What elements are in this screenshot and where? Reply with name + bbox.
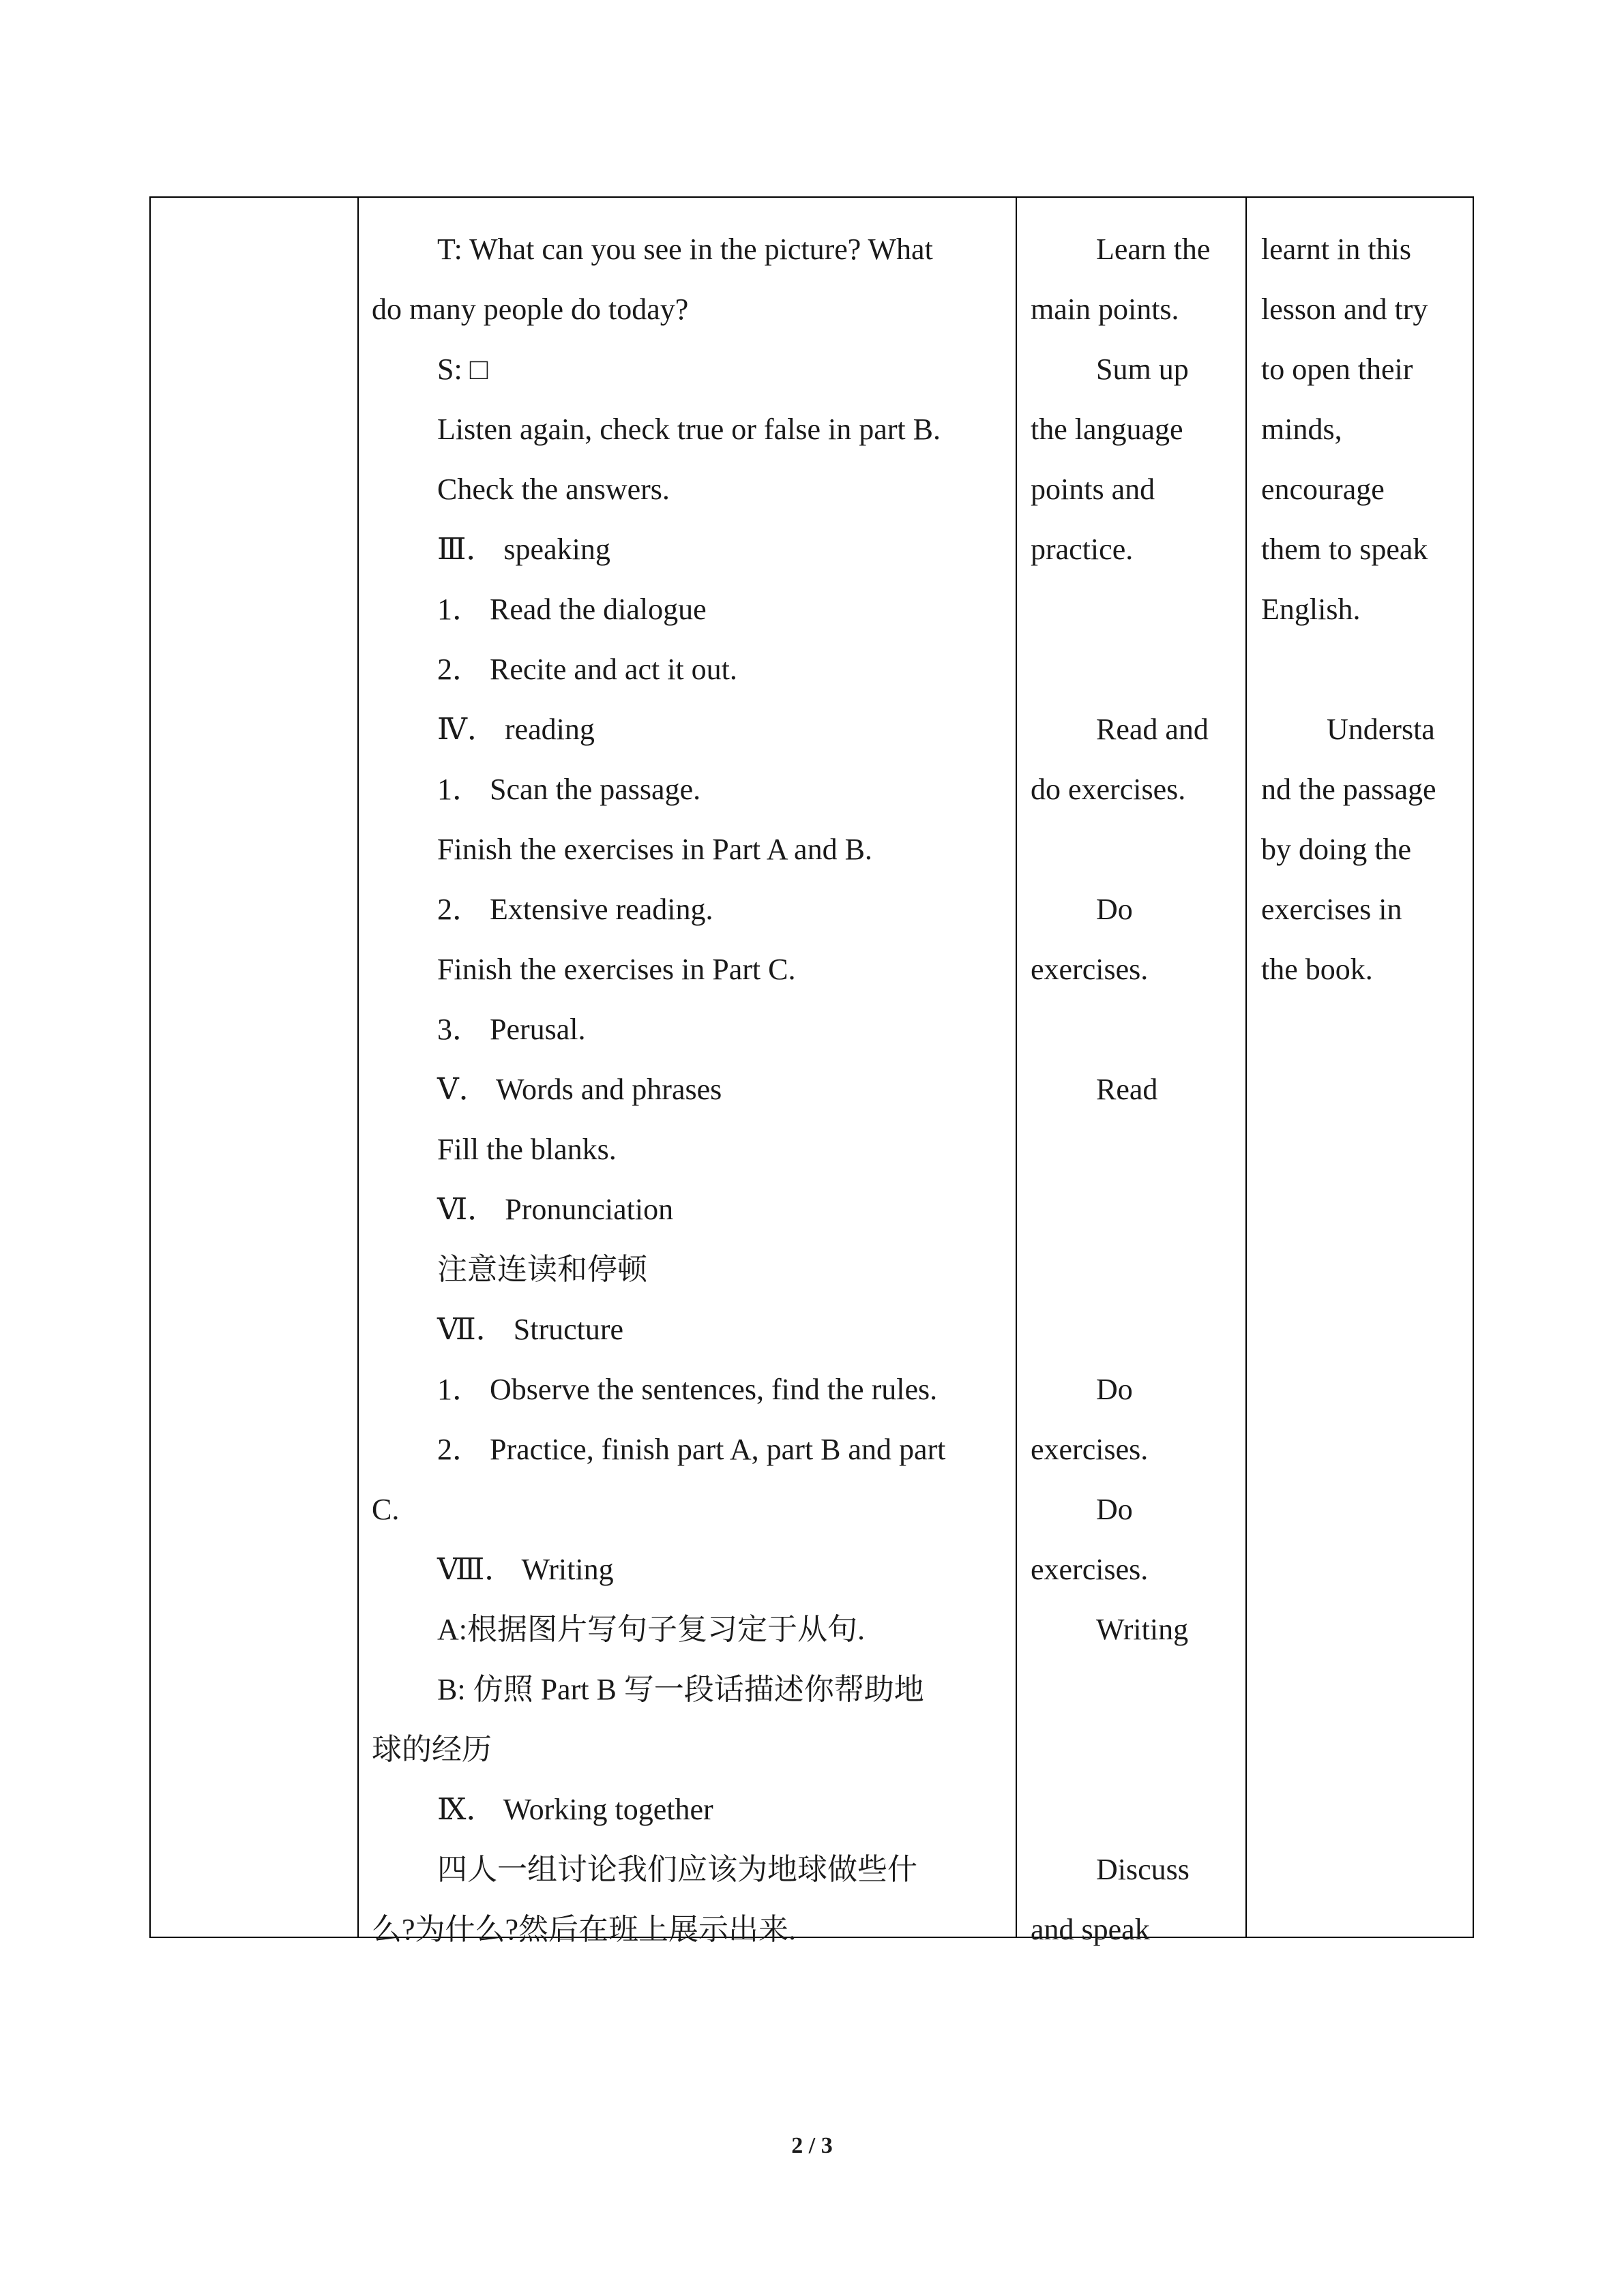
student-line: Writing [1096, 1613, 1189, 1646]
column-divider [1245, 198, 1247, 1937]
student-line: Do [1096, 1373, 1133, 1406]
activity-line: 2． Recite and act it out. [437, 653, 737, 686]
activity-line: 1． Observe the sentences, find the rules. [437, 1373, 938, 1406]
student-line: Read [1096, 1073, 1158, 1106]
activity-line: Check the answers. [437, 473, 670, 506]
purpose-line: nd the passage [1261, 773, 1436, 806]
page-number: 2 / 3 [791, 2133, 833, 2158]
activity-line: T: What can you see in the picture? What [437, 233, 933, 266]
purpose-line: them to speak [1261, 533, 1428, 566]
purpose-line: by doing the [1261, 833, 1411, 866]
student-activities-cell [1031, 220, 1232, 1960]
design-purpose-cell [1261, 220, 1460, 1000]
activity-line: A:根据图片写句子复习定于从句. [437, 1613, 865, 1646]
activity-line: 1． Read the dialogue [437, 593, 707, 626]
student-line: Discuss [1096, 1853, 1190, 1886]
student-line: Do [1096, 893, 1133, 926]
section-heading: Ⅴ． Words and phrases [437, 1073, 722, 1106]
activity-line: 2． Extensive reading. [437, 893, 713, 926]
student-line: Learn the [1096, 233, 1211, 266]
activity-line: Fill the blanks. [437, 1133, 617, 1166]
section-heading: Ⅶ． Structure [437, 1313, 624, 1346]
section-heading: Ⅳ． reading [437, 713, 595, 746]
purpose-line: exercises in [1261, 893, 1402, 926]
lesson-plan-table [149, 196, 1474, 1946]
purpose-line: encourage [1261, 473, 1385, 506]
activity-line: 球的经历 [372, 1733, 492, 1766]
purpose-line: learnt in this [1261, 233, 1411, 266]
section-heading: Ⅵ． Pronunciation [437, 1193, 674, 1226]
student-line: main points. [1031, 293, 1179, 326]
teacher-activities-cell [372, 220, 1002, 1960]
activity-line: 2． Practice, finish part A, part B and part [437, 1433, 946, 1466]
activity-line: Listen again, check true or false in part B. [437, 413, 941, 446]
student-line: Sum up [1096, 353, 1189, 386]
purpose-line: minds, [1261, 413, 1342, 446]
activity-line: 四人一组讨论我们应该为地球做些什 [437, 1853, 917, 1886]
purpose-line: Understa [1327, 713, 1435, 746]
activity-line: C. [372, 1493, 400, 1526]
student-line: exercises. [1031, 1553, 1149, 1586]
section-heading: Ⅷ． Writing [437, 1553, 614, 1586]
student-line: the language [1031, 413, 1183, 446]
student-line: and speak [1031, 1913, 1150, 1946]
purpose-line: the book. [1261, 953, 1373, 986]
activity-line: 3． Perusal. [437, 1013, 586, 1046]
student-line: practice. [1031, 533, 1134, 566]
activity-line: Finish the exercises in Part A and B. [437, 833, 872, 866]
student-line: points and [1031, 473, 1155, 506]
purpose-line: English. [1261, 593, 1361, 626]
activity-line: 么?为什么?然后在班上展示出来. [372, 1913, 797, 1946]
student-line: do exercises. [1031, 773, 1186, 806]
activity-line: 1． Scan the passage. [437, 773, 701, 806]
activity-line: do many people do today? [372, 293, 689, 326]
column-divider [357, 198, 359, 1937]
activity-line: B: 仿照 Part B 写一段话描述你帮助地 [437, 1673, 924, 1706]
column-divider [1016, 198, 1017, 1937]
student-line: Read and [1096, 713, 1209, 746]
student-line: exercises. [1031, 1433, 1149, 1466]
purpose-line: lesson and try [1261, 293, 1428, 326]
activity-line: 注意连读和停顿 [437, 1253, 647, 1286]
student-line: exercises. [1031, 953, 1149, 986]
student-line: Do [1096, 1493, 1133, 1526]
activity-line: S: □ [437, 353, 488, 386]
activity-line: Finish the exercises in Part C. [437, 953, 796, 986]
purpose-line: to open their [1261, 353, 1413, 386]
section-heading: Ⅲ． speaking [437, 533, 610, 566]
section-heading: Ⅸ． Working together [437, 1793, 713, 1826]
